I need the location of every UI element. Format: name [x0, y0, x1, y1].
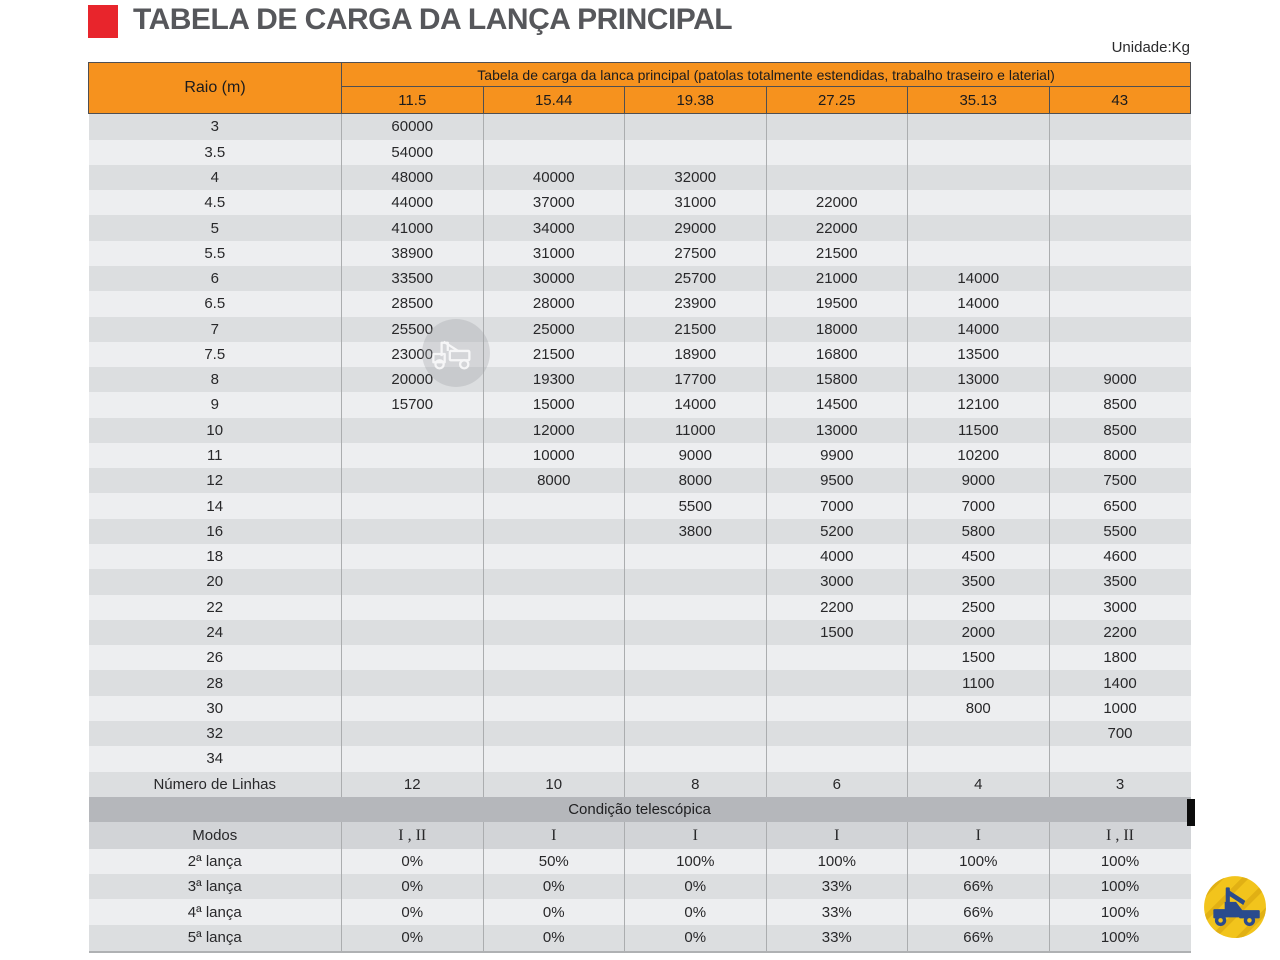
load-value-cell: 16800	[766, 342, 908, 367]
telescopic-label-cell: 5ª lança	[89, 925, 342, 952]
load-value-cell: 1400	[1049, 670, 1191, 695]
load-value-cell	[483, 114, 625, 140]
radius-cell: 7	[89, 317, 342, 342]
load-value-cell: 28000	[483, 291, 625, 316]
load-value-cell	[625, 595, 767, 620]
table-row	[89, 140, 1191, 165]
load-value-cell: 17700	[625, 367, 767, 392]
load-value-cell: 100%	[1049, 899, 1191, 924]
black-edge-marker	[1187, 799, 1195, 826]
table-row	[89, 114, 1191, 140]
load-value-cell: 18900	[625, 342, 767, 367]
load-value-cell: 3	[1049, 772, 1191, 797]
load-value-cell: 0%	[625, 874, 767, 899]
load-value-cell	[483, 645, 625, 670]
load-value-cell	[766, 140, 908, 165]
boom-length-header: 35.13	[908, 87, 1050, 114]
load-value-cell	[766, 721, 908, 746]
load-value-cell: 12000	[483, 418, 625, 443]
load-value-cell: 33%	[766, 899, 908, 924]
load-value-cell	[483, 670, 625, 695]
load-value-cell: 11000	[625, 418, 767, 443]
red-square-icon	[88, 5, 118, 38]
load-value-cell: 14500	[766, 392, 908, 417]
load-value-cell: 13500	[908, 342, 1050, 367]
load-value-cell: 66%	[908, 925, 1050, 952]
radius-cell: 3	[89, 114, 342, 140]
load-value-cell: 100%	[908, 849, 1050, 874]
load-value-cell	[1049, 241, 1191, 266]
radius-cell: 6	[89, 266, 342, 291]
load-value-cell: 5800	[908, 519, 1050, 544]
table-row	[89, 215, 1191, 240]
table-row	[89, 519, 1191, 544]
table-row	[89, 670, 1191, 695]
boom-length-header: 43	[1049, 87, 1191, 114]
load-value-cell: 8500	[1049, 392, 1191, 417]
load-value-cell: 22000	[766, 190, 908, 215]
load-value-cell	[766, 645, 908, 670]
load-value-cell	[1049, 114, 1191, 140]
load-value-cell	[342, 645, 484, 670]
radius-column-header: Raio (m)	[89, 63, 342, 114]
load-value-cell	[342, 493, 484, 518]
telescopic-label-cell: 4ª lança	[89, 899, 342, 924]
load-value-cell: 5200	[766, 519, 908, 544]
load-value-cell	[342, 544, 484, 569]
load-value-cell: 54000	[342, 140, 484, 165]
load-value-cell: 14000	[908, 291, 1050, 316]
radius-cell: 7.5	[89, 342, 342, 367]
load-value-cell	[908, 165, 1050, 190]
load-value-cell	[483, 595, 625, 620]
load-value-cell	[342, 468, 484, 493]
load-value-cell	[766, 670, 908, 695]
table-row	[89, 317, 1191, 342]
load-value-cell: 100%	[625, 849, 767, 874]
load-value-cell: 33500	[342, 266, 484, 291]
telescopic-section-row	[89, 797, 1191, 822]
load-value-cell: 32000	[625, 165, 767, 190]
unit-label: Unidade:Kg	[1111, 39, 1190, 56]
table-row	[89, 849, 1191, 874]
load-value-cell: 0%	[342, 849, 484, 874]
load-value-cell	[625, 645, 767, 670]
load-value-cell: 12100	[908, 392, 1050, 417]
radius-cell: 6.5	[89, 291, 342, 316]
load-value-cell	[766, 696, 908, 721]
load-value-cell: 2200	[1049, 620, 1191, 645]
radius-cell: 10	[89, 418, 342, 443]
linhas-label-cell: Número de Linhas	[89, 772, 342, 797]
load-value-cell: 9500	[766, 468, 908, 493]
load-value-cell: 100%	[1049, 874, 1191, 899]
radius-cell: 16	[89, 519, 342, 544]
load-value-cell: 23000	[342, 342, 484, 367]
radius-cell: 22	[89, 595, 342, 620]
table-row	[89, 925, 1191, 952]
load-value-cell: 10000	[483, 443, 625, 468]
load-value-cell	[483, 519, 625, 544]
load-value-cell: 19500	[766, 291, 908, 316]
table-row	[89, 721, 1191, 746]
load-value-cell	[625, 746, 767, 771]
load-value-cell: 41000	[342, 215, 484, 240]
load-value-cell	[342, 620, 484, 645]
load-value-cell: 3500	[1049, 569, 1191, 594]
load-value-cell: I	[483, 822, 625, 849]
load-value-cell: 21500	[766, 241, 908, 266]
table-row	[89, 772, 1191, 797]
table-row	[89, 241, 1191, 266]
load-value-cell: 23900	[625, 291, 767, 316]
load-value-cell: I , II	[1049, 822, 1191, 849]
load-value-cell: I	[766, 822, 908, 849]
load-value-cell: 8000	[625, 468, 767, 493]
load-value-cell: 1000	[1049, 696, 1191, 721]
table-row	[89, 468, 1191, 493]
load-value-cell: 2500	[908, 595, 1050, 620]
load-value-cell: 10	[483, 772, 625, 797]
load-value-cell: 0%	[625, 925, 767, 952]
table-row	[89, 367, 1191, 392]
radius-cell: 34	[89, 746, 342, 771]
load-value-cell: 50%	[483, 849, 625, 874]
table-row	[89, 291, 1191, 316]
load-value-cell	[1049, 342, 1191, 367]
table-row	[89, 899, 1191, 924]
radius-cell: 30	[89, 696, 342, 721]
radius-cell: 32	[89, 721, 342, 746]
table-row	[89, 443, 1191, 468]
table-row	[89, 822, 1191, 849]
load-value-cell: 11500	[908, 418, 1050, 443]
load-value-cell	[342, 696, 484, 721]
load-value-cell: 8000	[483, 468, 625, 493]
table-row	[89, 190, 1191, 215]
load-value-cell	[625, 114, 767, 140]
load-value-cell: 8	[625, 772, 767, 797]
load-value-cell: 34000	[483, 215, 625, 240]
load-table	[88, 62, 1191, 953]
load-value-cell: 10200	[908, 443, 1050, 468]
load-value-cell: 3800	[625, 519, 767, 544]
load-value-cell: 0%	[625, 899, 767, 924]
table-span-title: Tabela de carga da lanca principal (patolas totalmente estendidas, trabalho traseiro e laterial)	[342, 63, 1191, 87]
load-value-cell: 37000	[483, 190, 625, 215]
load-value-cell: 25700	[625, 266, 767, 291]
load-value-cell	[1049, 165, 1191, 190]
load-value-cell: 21500	[625, 317, 767, 342]
load-value-cell: 25000	[483, 317, 625, 342]
radius-cell: 24	[89, 620, 342, 645]
radius-cell: 4.5	[89, 190, 342, 215]
table-row	[89, 342, 1191, 367]
radius-cell: 26	[89, 645, 342, 670]
load-value-cell	[908, 114, 1050, 140]
radius-cell: 5.5	[89, 241, 342, 266]
load-value-cell	[342, 746, 484, 771]
table-row	[89, 595, 1191, 620]
boom-length-header: 11.5	[342, 87, 484, 114]
load-value-cell: I	[908, 822, 1050, 849]
radius-cell: 12	[89, 468, 342, 493]
load-value-cell: 18000	[766, 317, 908, 342]
boom-length-header: 15.44	[483, 87, 625, 114]
load-value-cell: 9000	[625, 443, 767, 468]
load-value-cell	[342, 569, 484, 594]
load-value-cell	[625, 569, 767, 594]
load-value-cell	[342, 595, 484, 620]
radius-cell: 28	[89, 670, 342, 695]
load-value-cell: 27500	[625, 241, 767, 266]
load-value-cell	[908, 746, 1050, 771]
load-value-cell: 28500	[342, 291, 484, 316]
load-value-cell: 38900	[342, 241, 484, 266]
load-value-cell: 29000	[625, 215, 767, 240]
load-value-cell	[483, 746, 625, 771]
radius-cell: 11	[89, 443, 342, 468]
load-value-cell: 700	[1049, 721, 1191, 746]
load-value-cell: 6500	[1049, 493, 1191, 518]
table-row	[89, 493, 1191, 518]
load-value-cell	[1049, 140, 1191, 165]
load-value-cell	[483, 721, 625, 746]
load-value-cell	[625, 721, 767, 746]
load-value-cell: 0%	[483, 925, 625, 952]
radius-cell: 8	[89, 367, 342, 392]
load-value-cell	[625, 696, 767, 721]
load-value-cell: 21500	[483, 342, 625, 367]
radius-cell: 14	[89, 493, 342, 518]
load-value-cell: 9000	[1049, 367, 1191, 392]
load-table-body	[89, 114, 1191, 953]
load-value-cell: 0%	[342, 899, 484, 924]
load-value-cell: 9000	[908, 468, 1050, 493]
load-value-cell	[766, 165, 908, 190]
load-value-cell: 22000	[766, 215, 908, 240]
load-value-cell	[483, 544, 625, 569]
load-value-cell: 4000	[766, 544, 908, 569]
table-row	[89, 165, 1191, 190]
load-value-cell: 25500	[342, 317, 484, 342]
load-value-cell	[766, 746, 908, 771]
load-value-cell	[1049, 215, 1191, 240]
load-value-cell: 1800	[1049, 645, 1191, 670]
load-value-cell	[1049, 317, 1191, 342]
load-value-cell	[625, 140, 767, 165]
boom-length-header: 19.38	[625, 87, 767, 114]
load-value-cell: 13000	[908, 367, 1050, 392]
load-value-cell: 0%	[342, 874, 484, 899]
load-value-cell: 1500	[908, 645, 1050, 670]
load-value-cell: 5500	[1049, 519, 1191, 544]
table-row	[89, 645, 1191, 670]
load-value-cell: 3000	[1049, 595, 1191, 620]
load-value-cell: 100%	[1049, 849, 1191, 874]
load-value-cell	[1049, 190, 1191, 215]
load-value-cell: 12	[342, 772, 484, 797]
load-value-cell	[908, 721, 1050, 746]
load-value-cell: 1100	[908, 670, 1050, 695]
load-value-cell: 0%	[483, 874, 625, 899]
load-value-cell	[342, 443, 484, 468]
load-value-cell: 5500	[625, 493, 767, 518]
load-value-cell	[908, 140, 1050, 165]
load-value-cell: 40000	[483, 165, 625, 190]
load-value-cell: 4600	[1049, 544, 1191, 569]
load-value-cell	[625, 620, 767, 645]
load-value-cell	[342, 670, 484, 695]
load-value-cell	[1049, 746, 1191, 771]
load-value-cell: 60000	[342, 114, 484, 140]
load-value-cell: 15000	[483, 392, 625, 417]
load-value-cell	[766, 114, 908, 140]
load-value-cell	[483, 493, 625, 518]
load-value-cell	[908, 190, 1050, 215]
table-row	[89, 266, 1191, 291]
load-value-cell: 8000	[1049, 443, 1191, 468]
load-value-cell: 7000	[766, 493, 908, 518]
load-value-cell: 2200	[766, 595, 908, 620]
load-value-cell: 66%	[908, 874, 1050, 899]
load-value-cell: 9900	[766, 443, 908, 468]
table-row	[89, 696, 1191, 721]
load-value-cell: 33%	[766, 874, 908, 899]
load-value-cell	[342, 721, 484, 746]
load-value-cell: 0%	[483, 899, 625, 924]
load-value-cell: 13000	[766, 418, 908, 443]
load-value-cell: 31000	[625, 190, 767, 215]
load-value-cell: 15700	[342, 392, 484, 417]
load-value-cell: 14000	[625, 392, 767, 417]
load-value-cell: 1500	[766, 620, 908, 645]
crane-truck-logo-icon	[1202, 874, 1268, 940]
load-value-cell: 100%	[766, 849, 908, 874]
table-row	[89, 620, 1191, 645]
load-value-cell: 4500	[908, 544, 1050, 569]
table-row	[89, 569, 1191, 594]
table-header	[89, 63, 1191, 114]
table-row	[89, 392, 1191, 417]
load-value-cell: 30000	[483, 266, 625, 291]
telescopic-section-label: Condição telescópica	[89, 797, 1191, 822]
load-value-cell: I , II	[342, 822, 484, 849]
load-value-cell: 48000	[342, 165, 484, 190]
radius-cell: 5	[89, 215, 342, 240]
radius-cell: 18	[89, 544, 342, 569]
load-value-cell: 31000	[483, 241, 625, 266]
load-value-cell: 66%	[908, 899, 1050, 924]
load-value-cell: 100%	[1049, 925, 1191, 952]
radius-cell: 20	[89, 569, 342, 594]
table-row	[89, 874, 1191, 899]
table-row	[89, 746, 1191, 771]
load-value-cell	[483, 620, 625, 645]
load-value-cell: 7500	[1049, 468, 1191, 493]
load-value-cell: 14000	[908, 266, 1050, 291]
load-value-cell	[483, 140, 625, 165]
load-value-cell: 15800	[766, 367, 908, 392]
radius-cell: 4	[89, 165, 342, 190]
load-value-cell: 7000	[908, 493, 1050, 518]
load-value-cell: 33%	[766, 925, 908, 952]
load-value-cell: I	[625, 822, 767, 849]
load-value-cell: 19300	[483, 367, 625, 392]
load-value-cell: 44000	[342, 190, 484, 215]
load-value-cell: 3000	[766, 569, 908, 594]
load-value-cell: 20000	[342, 367, 484, 392]
load-value-cell	[483, 569, 625, 594]
header-row-1	[89, 63, 1191, 87]
telescopic-label-cell: 2ª lança	[89, 849, 342, 874]
load-value-cell: 14000	[908, 317, 1050, 342]
telescopic-label-cell: 3ª lança	[89, 874, 342, 899]
load-value-cell: 4	[908, 772, 1050, 797]
load-value-cell: 2000	[908, 620, 1050, 645]
load-value-cell	[908, 241, 1050, 266]
load-value-cell	[483, 696, 625, 721]
table-row	[89, 544, 1191, 569]
radius-cell: 3.5	[89, 140, 342, 165]
load-value-cell	[625, 544, 767, 569]
table-row	[89, 418, 1191, 443]
telescopic-label-cell: Modos	[89, 822, 342, 849]
load-value-cell	[625, 670, 767, 695]
load-value-cell	[342, 418, 484, 443]
load-value-cell: 6	[766, 772, 908, 797]
radius-cell: 9	[89, 392, 342, 417]
load-value-cell: 0%	[342, 925, 484, 952]
load-value-cell: 8500	[1049, 418, 1191, 443]
boom-length-header: 27.25	[766, 87, 908, 114]
page-title: TABELA DE CARGA DA LANÇA PRINCIPAL	[133, 3, 733, 36]
load-value-cell: 21000	[766, 266, 908, 291]
load-value-cell: 800	[908, 696, 1050, 721]
load-value-cell	[1049, 266, 1191, 291]
load-value-cell: 3500	[908, 569, 1050, 594]
load-value-cell	[1049, 291, 1191, 316]
load-value-cell	[908, 215, 1050, 240]
load-value-cell	[342, 519, 484, 544]
